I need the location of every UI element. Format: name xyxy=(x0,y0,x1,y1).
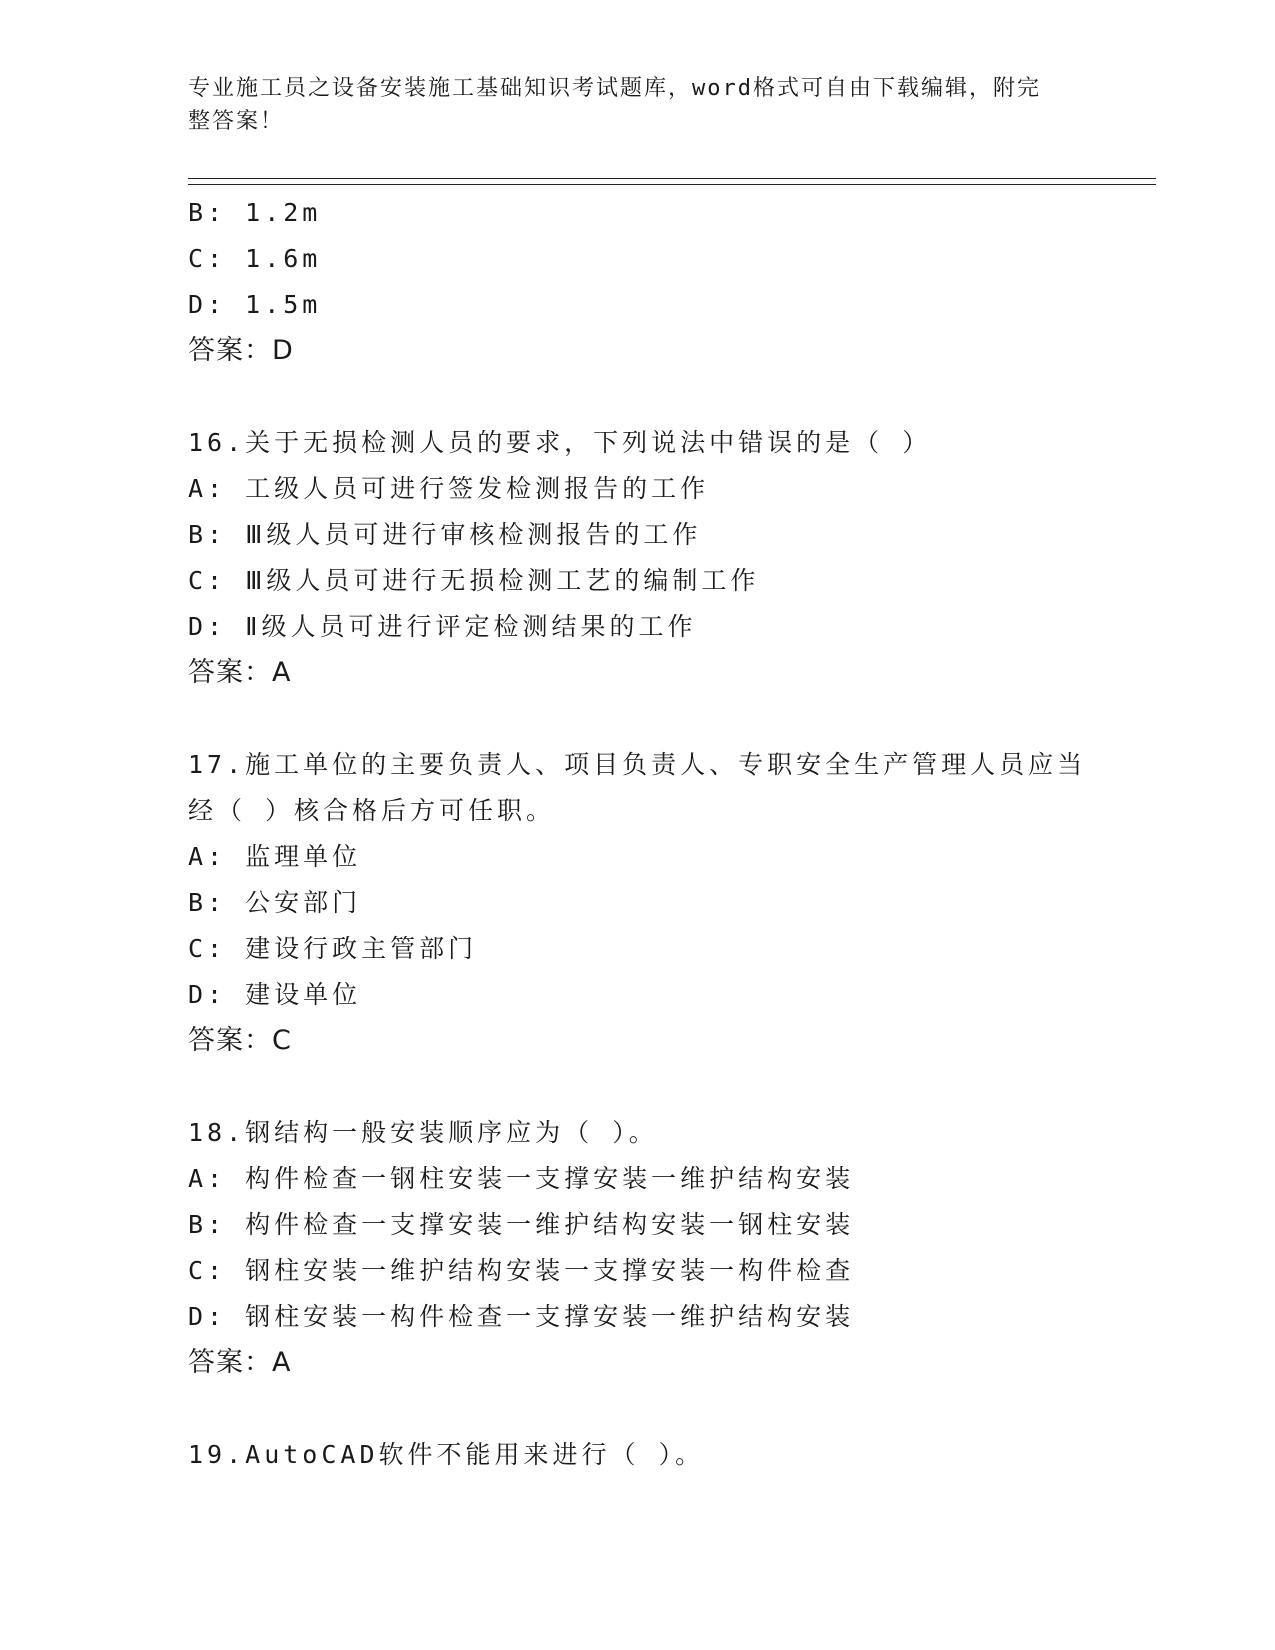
header-rule-bottom xyxy=(188,184,1156,185)
option-a: A: 监理单位 xyxy=(188,842,362,871)
option-b: B: 构件检查一支撑安装一维护结构安装一钢柱安装 xyxy=(188,1210,855,1239)
question-18 xyxy=(188,1110,1088,1386)
option-c: C: 建设行政主管部门 xyxy=(188,934,478,963)
question-stem: 17.施工单位的主要负责人、项目负责人、专职安全生产管理人员应当 xyxy=(188,750,1087,779)
option-d: D: 建设单位 xyxy=(188,980,362,1009)
option-c: C: Ⅲ级人员可进行无损检测工艺的编制工作 xyxy=(188,566,760,595)
question-15-continued xyxy=(188,190,1088,374)
answer-line: 答案：A xyxy=(188,1347,292,1378)
question-stem: 16.关于无损检测人员的要求，下列说法中错误的是（ ） xyxy=(188,428,932,457)
option-d: D: 钢柱安装一构件检查一支撑安装一维护结构安装 xyxy=(188,1302,855,1331)
question-16 xyxy=(188,420,1088,696)
spacer xyxy=(188,1064,1088,1110)
spacer xyxy=(188,374,1088,420)
answer-line: 答案：C xyxy=(188,1025,292,1056)
option-a: A: 构件检查一钢柱安装一支撑安装一维护结构安装 xyxy=(188,1164,855,1193)
answer-line: 答案：D xyxy=(188,335,294,366)
question-19 xyxy=(188,1432,1088,1478)
spacer xyxy=(188,696,1088,742)
option-b: B: Ⅲ级人员可进行审核检测报告的工作 xyxy=(188,520,702,549)
header-line-2: 整答案！ xyxy=(188,109,285,134)
spacer xyxy=(188,1386,1088,1432)
option-c: C: 钢柱安装一维护结构安装一支撑安装一构件检查 xyxy=(188,1256,855,1285)
question-content xyxy=(188,190,1088,1478)
option-b: B: 公安部门 xyxy=(188,888,362,917)
question-stem-continued: 经（ ）核合格后方可任职。 xyxy=(188,796,556,825)
option-c: C: 1.6m xyxy=(188,244,322,273)
question-stem: 19.AutoCAD软件不能用来进行（ ）。 xyxy=(188,1440,705,1469)
question-17 xyxy=(188,742,1088,1064)
option-d: D: 1.5m xyxy=(188,290,322,319)
document-header xyxy=(188,72,1068,138)
header-line-1: 专业施工员之设备安装施工基础知识考试题库，word格式可自由下载编辑，附完 xyxy=(188,76,1041,101)
option-d: D: Ⅱ级人员可进行评定检测结果的工作 xyxy=(188,612,697,641)
question-stem: 18.钢结构一般安装顺序应为（ ）。 xyxy=(188,1118,658,1147)
answer-line: 答案：A xyxy=(188,657,292,688)
option-a: A: 工级人员可进行签发检测报告的工作 xyxy=(188,474,710,503)
header-rule-top xyxy=(188,178,1156,179)
option-b: B: 1.2m xyxy=(188,198,322,227)
